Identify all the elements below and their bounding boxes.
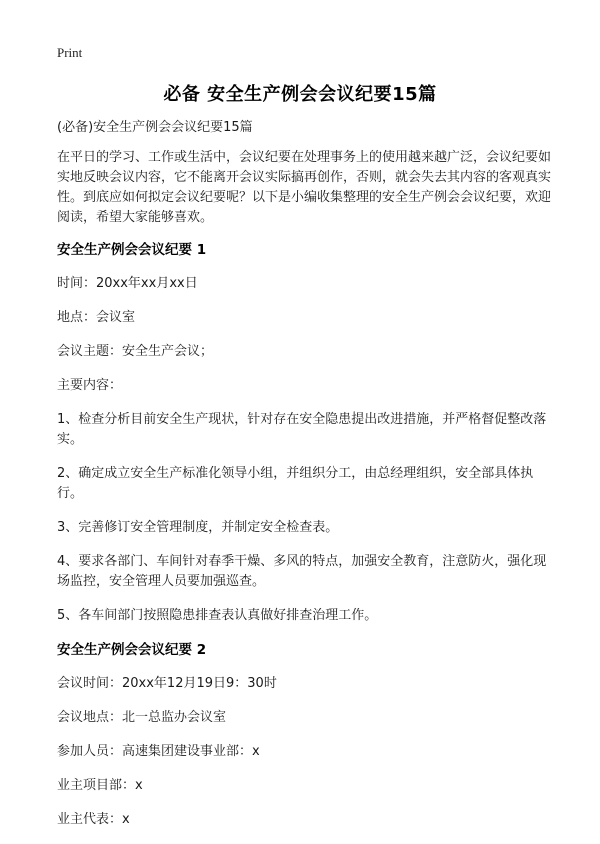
print-label[interactable]: Print [57, 45, 83, 60]
list-item: 2、确定成立安全生产标准化领导小组，并组织分工，由总经理组织，安全部具体执行。 [57, 466, 534, 501]
owner-rep-2: 业主代表：x [57, 812, 130, 827]
list-item: 3、完善修订安全管理制度，并制定安全检查表。 [57, 520, 339, 535]
list-item: 5、各车间部门按照隐患排查表认真做好排查治理工作。 [57, 608, 378, 623]
meeting-time-1: 时间：20xx年xx月xx日 [57, 276, 198, 291]
section-heading-2: 安全生产例会会议纪要 2 [57, 642, 207, 658]
page-title: 必备 安全生产例会会议纪要15篇 [163, 84, 437, 105]
document-subtitle: (必备)安全生产例会会议纪要15篇 [57, 120, 253, 135]
list-item: 4、要求各部门、车间针对春季干燥、多风的特点，加强安全教育，注意防火，强化现场监控，安全管理人员要加强巡查。 [57, 554, 547, 589]
document-body [57, 118, 555, 844]
meeting-topic-1: 会议主题：安全生产会议； [57, 344, 214, 359]
owner-dept-2: 业主项目部：x [57, 778, 143, 793]
content-label-1: 主要内容： [57, 378, 123, 393]
meeting-location-2: 会议地点：北一总监办会议室 [57, 710, 227, 725]
meeting-time-2: 会议时间：20xx年12月19日9：30时 [57, 676, 277, 691]
list-item: 1、检查分析目前安全生产现状，针对存在安全隐患提出改进措施，并严格督促整改落实。 [57, 412, 547, 447]
intro-paragraph: 在平日的学习、工作或生活中，会议纪要在处理事务上的使用越来越广泛，会议纪要如实地反映会议内容，它不能离开会议实际搞再创作，否则，就会失去其内容的客观真实性。到底应如何拟定会议纪要呢？以下是小编收集整理的安全生产例会会议纪要，欢迎阅读，希望大家能够喜欢。 [57, 150, 552, 225]
attendees-2: 参加人员：高速集团建设事业部：x [57, 744, 260, 759]
section-heading-1: 安全生产例会会议纪要 1 [57, 242, 207, 258]
meeting-location-1: 地点：会议室 [57, 310, 136, 325]
